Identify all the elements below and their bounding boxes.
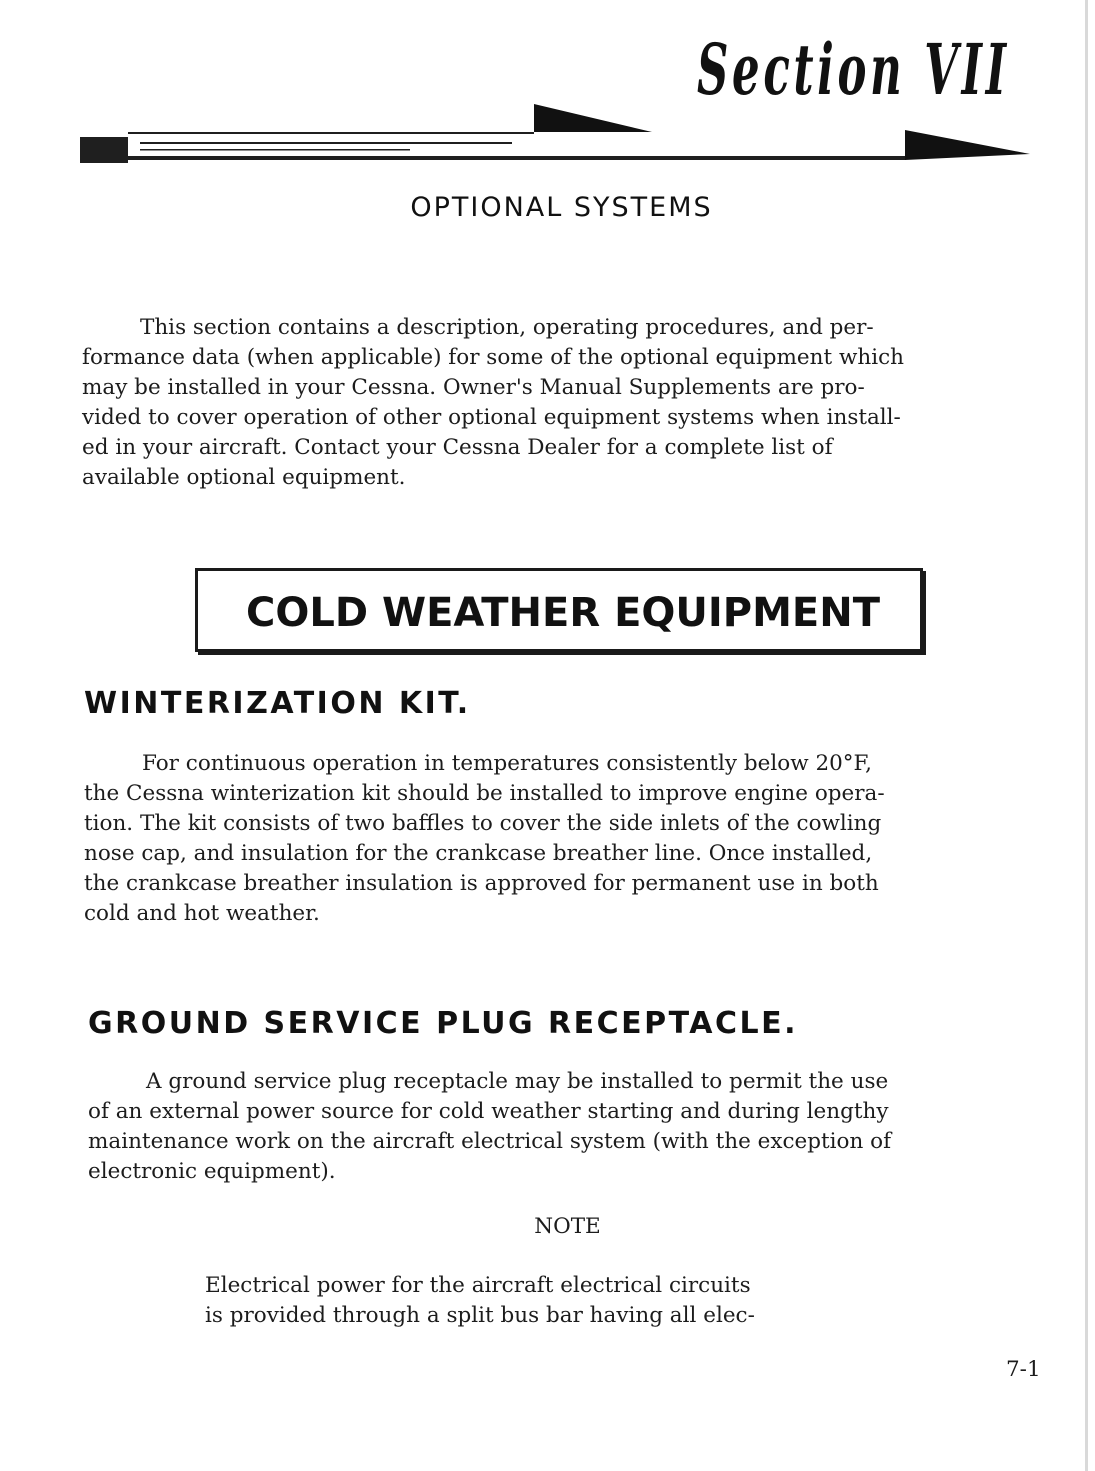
- banner-block: [80, 137, 128, 163]
- intro-line: may be installed in your Cessna. Owner's Manual Supplements are pro-: [82, 375, 865, 400]
- winterization-line: tion. The kit consists of two baffles to cover the side inlets of the cowling: [84, 811, 882, 836]
- ground-service-heading: GROUND SERVICE PLUG RECEPTACLE.: [88, 1006, 799, 1041]
- note-line: is provided through a split bus bar having all elec-: [205, 1303, 755, 1328]
- ground-service-line: maintenance work on the aircraft electrical system (with the exception of: [88, 1129, 892, 1154]
- banner-inner-rule: [140, 142, 512, 144]
- winterization-paragraph: [84, 749, 1054, 929]
- winterization-line: the Cessna winterization kit should be installed to improve engine opera-: [84, 781, 885, 806]
- banner-main-rule: [128, 156, 906, 160]
- intro-line: ed in your aircraft. Contact your Cessna Dealer for a complete list of: [82, 435, 833, 460]
- section-title: Section VII: [697, 28, 1010, 111]
- intro-line: available optional equipment.: [82, 465, 406, 490]
- note-line: Electrical power for the aircraft electrical circuits: [205, 1273, 751, 1298]
- section-subtitle: OPTIONAL SYSTEMS: [410, 192, 713, 223]
- banner-upper-rule: [128, 132, 534, 134]
- banner-inner-rule-short: [140, 149, 410, 151]
- page-number: 7-1: [1006, 1357, 1041, 1382]
- intro-line: vided to cover operation of other optional equipment systems when install-: [82, 405, 901, 430]
- winterization-line: cold and hot weather.: [84, 901, 320, 926]
- ground-service-line: electronic equipment).: [88, 1159, 336, 1184]
- banner-arrow-right: [905, 130, 1030, 160]
- note-label: NOTE: [534, 1214, 601, 1239]
- winterization-line: For continuous operation in temperatures consistently below 20°F,: [142, 751, 872, 776]
- intro-paragraph: [82, 313, 1047, 493]
- banner-arrow-upper: [534, 104, 652, 132]
- cold-weather-heading-box: COLD WEATHER EQUIPMENT: [195, 568, 923, 652]
- intro-line: This section contains a description, operating procedures, and per-: [140, 315, 874, 340]
- note-paragraph: [205, 1271, 905, 1331]
- winterization-line: the crankcase breather insulation is approved for permanent use in both: [84, 871, 879, 896]
- ground-service-line: A ground service plug receptacle may be installed to permit the use: [146, 1069, 889, 1094]
- ground-service-line: of an external power source for cold weather starting and during lengthy: [88, 1099, 889, 1124]
- ground-service-paragraph: [88, 1067, 1048, 1187]
- winterization-line: nose cap, and insulation for the crankcase breather line. Once installed,: [84, 841, 873, 866]
- winterization-heading: WINTERIZATION KIT.: [84, 686, 471, 721]
- intro-line: formance data (when applicable) for some of the optional equipment which: [82, 345, 904, 370]
